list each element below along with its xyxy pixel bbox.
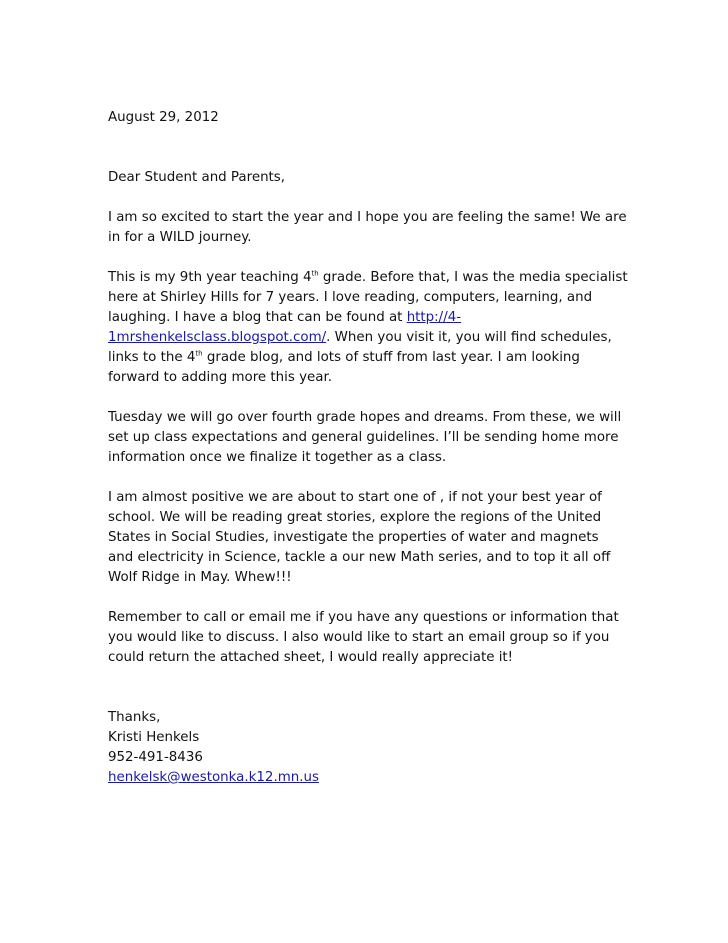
ordinal-suffix: th <box>311 269 319 278</box>
signature-block <box>108 708 628 788</box>
letter-date: August 29, 2012 <box>108 110 219 125</box>
paragraph-intro: I am so excited to start the year and I hope you are feeling the same! We are in for a WILD journey. <box>108 210 627 245</box>
signer-phone: 952-491-8436 <box>108 750 203 765</box>
paragraph-background-text-b: grade. Before that, I was the media specialist here at Shirley Hills for 7 years. I love reading, computers, learning, and laughing. I have a blog that can be found at <box>108 270 628 325</box>
paragraph-contact: Remember to call or email me if you have any questions or information that you would like to discuss. I also would like to start an email group so if you could return the attached sheet, I would really appreciate it! <box>108 610 619 665</box>
salutation: Dear Student and Parents, <box>108 170 286 185</box>
letter-body <box>108 108 628 788</box>
paragraph-background-text-d: grade blog, and lots of stuff from last year. I am looking forward to adding more this year. <box>108 350 580 385</box>
ordinal-suffix: th <box>195 349 203 358</box>
signer-name: Kristi Henkels <box>108 730 200 745</box>
blog-link[interactable]: http://4-1mrshenkelsclass.blogspot.com/ <box>108 310 462 345</box>
paragraph-background <box>108 268 628 388</box>
paragraph-background-text-a: This is my 9th year teaching 4 <box>108 270 312 285</box>
paragraph-background-text-c: . When you visit it, you will find schedules, links to the 4 <box>108 330 612 365</box>
paragraph-year-plans: I am almost positive we are about to start one of , if not your best year of school. We will be reading great stories, explore the regions of the United States in Social Studies, investigate the properties of water and magnets and electricity in Science, tackle a our new Math series, and to top it all off Wolf Ridge in May. Whew!!! <box>108 490 611 585</box>
signer-email-link[interactable]: henkelsk@westonka.k12.mn.us <box>108 770 319 785</box>
closing: Thanks, <box>108 710 161 725</box>
paragraph-tuesday: Tuesday we will go over fourth grade hopes and dreams. From these, we will set up class expectations and general guidelines. I’ll be sending home more information once we finalize it together as a class. <box>108 410 622 465</box>
